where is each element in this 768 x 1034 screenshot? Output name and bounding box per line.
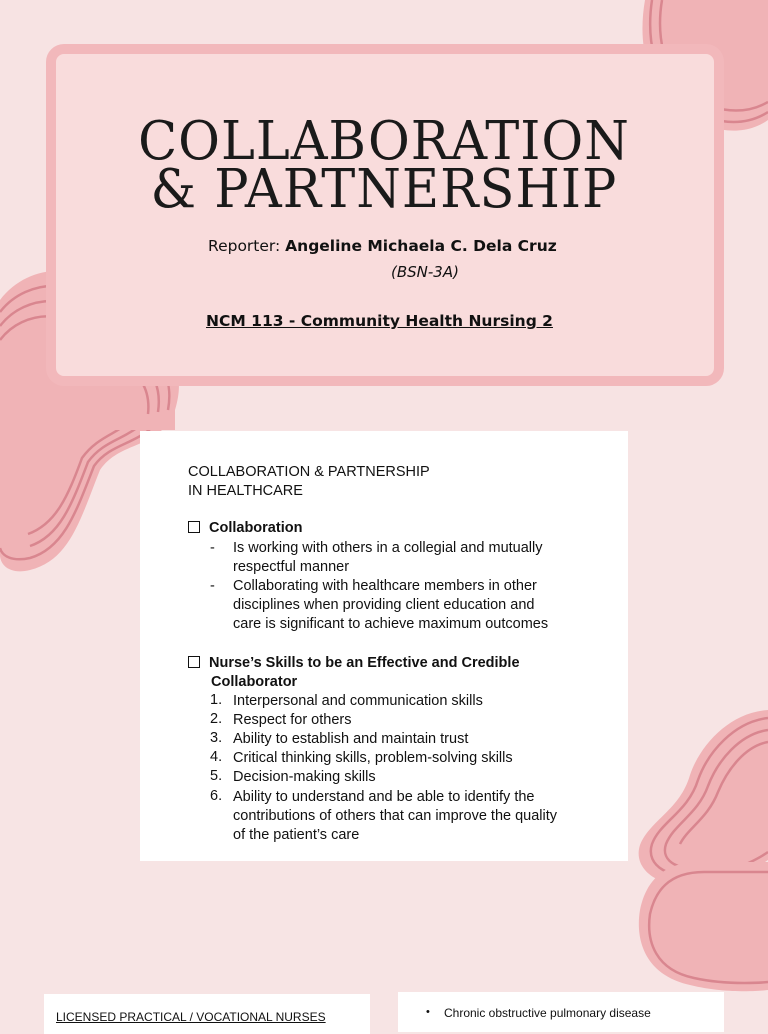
reporter-line — [208, 237, 557, 255]
heading-line-2: IN HEALTHCARE — [188, 483, 303, 499]
list-number: 2. — [210, 711, 223, 727]
skills-title-line-1: Nurse’s Skills to be an Effective and Credible — [209, 655, 520, 671]
title-slide — [0, 0, 768, 430]
reporter-name: Angeline Michaela C. Dela Cruz — [285, 237, 557, 255]
skills-list-item: Ability to establish and maintain trust — [233, 731, 469, 747]
title-line-2: & PARTNERSHIP — [150, 158, 618, 221]
checkbox-icon — [188, 656, 200, 668]
list-number: 4. — [210, 749, 223, 765]
skills-list-item: Ability to understand and be able to identify the — [233, 789, 535, 805]
reporter-label: Reporter: — [208, 237, 286, 255]
list-number: 1. — [210, 692, 223, 708]
document-page — [140, 431, 628, 861]
skills-section-title — [188, 654, 520, 673]
list-number: 6. — [210, 788, 223, 804]
skills-list-item: Critical thinking skills, problem-solving skills — [233, 750, 513, 766]
skills-title-line-2: Collaborator — [211, 674, 298, 690]
collaboration-line: care is significant to achieve maximum outcomes — [233, 616, 549, 632]
bullet-marker: • — [426, 1006, 430, 1018]
list-number: 3. — [210, 730, 223, 746]
collaboration-title-text: Collaboration — [209, 520, 303, 536]
heading-line-1: COLLABORATION & PARTNERSHIP — [188, 464, 430, 480]
next-page-right-text: Chronic obstructive pulmonary disease — [444, 1006, 651, 1020]
collaboration-line: respectful manner — [233, 559, 350, 575]
next-page-right — [398, 992, 724, 1032]
checkbox-icon — [188, 521, 200, 533]
slide-title — [0, 110, 768, 221]
skills-list-item: contributions of others that can improve the quality — [233, 808, 558, 824]
section-label: (BSN-3A) — [391, 263, 459, 281]
next-page-left — [44, 994, 370, 1034]
document-heading — [188, 463, 430, 501]
collaboration-line: disciplines when providing client education and — [233, 597, 535, 613]
dash-marker: - — [210, 540, 215, 556]
collaboration-line: Is working with others in a collegial and mutually — [233, 540, 543, 556]
skills-list-item: Decision-making skills — [233, 769, 376, 785]
skills-list-item: Respect for others — [233, 712, 352, 728]
collaboration-section-title — [188, 519, 302, 538]
skills-list-item: of the patient’s care — [233, 827, 360, 843]
list-number: 5. — [210, 768, 223, 784]
collaboration-line: Collaborating with healthcare members in other — [233, 578, 537, 594]
title-line-1: COLLABORATION — [138, 110, 630, 173]
dash-marker: - — [210, 578, 215, 594]
next-page-left-title: LICENSED PRACTICAL / VOCATIONAL NURSES — [56, 1010, 326, 1024]
course-title: NCM 113 - Community Health Nursing 2 — [206, 312, 553, 330]
skills-list-item: Interpersonal and communication skills — [233, 693, 483, 709]
